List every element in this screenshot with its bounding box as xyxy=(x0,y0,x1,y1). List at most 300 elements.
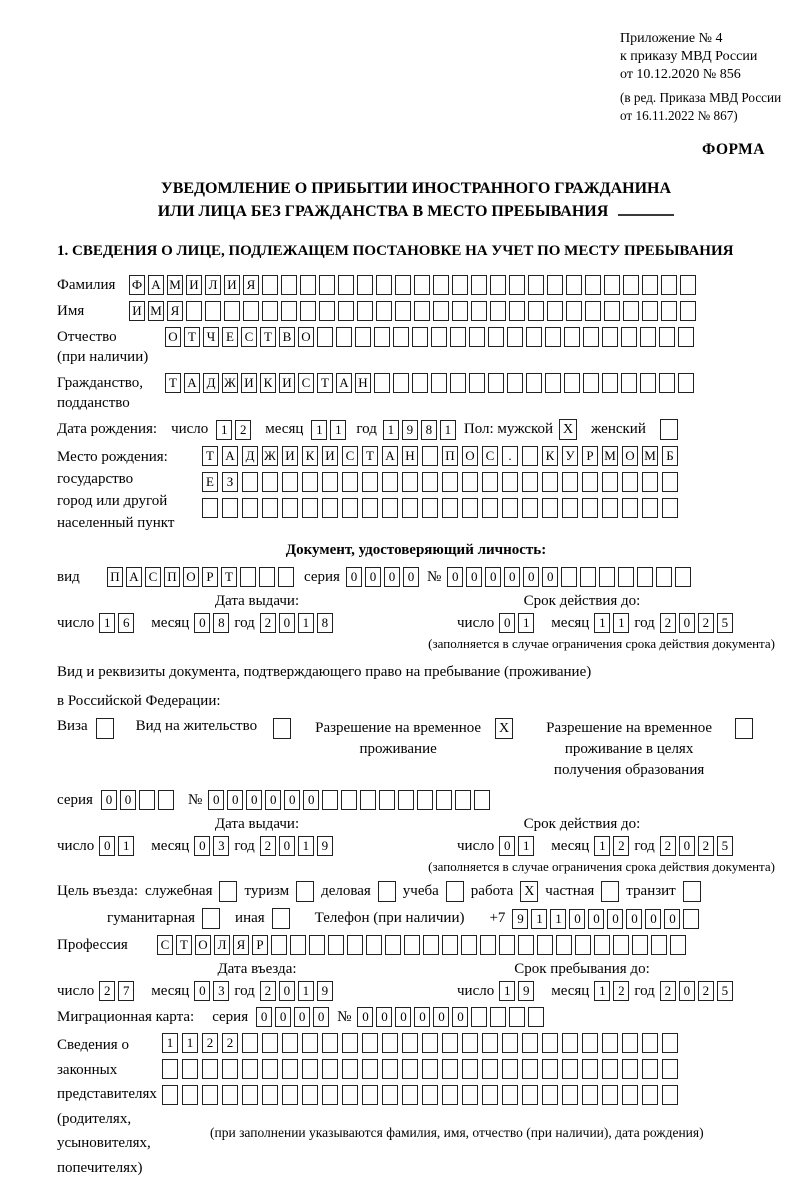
doc-series-cell[interactable]: 0 xyxy=(346,567,362,587)
migration-series-cell[interactable]: 0 xyxy=(275,1007,291,1027)
birth-month-cell[interactable]: 1 xyxy=(311,420,327,440)
birth-place-row2-cell[interactable] xyxy=(442,472,458,492)
stay-month-cell[interactable]: 2 xyxy=(613,981,629,1001)
citizenship-cell[interactable] xyxy=(583,373,599,393)
legal-rep-row1-cell[interactable] xyxy=(482,1033,498,1053)
legal-rep-row3-cell[interactable] xyxy=(562,1085,578,1105)
birth-place-row2-cell[interactable] xyxy=(242,472,258,492)
birth-place-row1-cell[interactable]: . xyxy=(502,446,518,466)
permit-number-cell[interactable] xyxy=(398,790,414,810)
legal-rep-row3-cell[interactable] xyxy=(462,1085,478,1105)
given-name-cell[interactable] xyxy=(623,301,639,321)
patronymic-cell[interactable] xyxy=(678,327,694,347)
legal-rep-row1-cell[interactable] xyxy=(402,1033,418,1053)
citizenship-cell[interactable] xyxy=(469,373,485,393)
legal-rep-row3-cell[interactable] xyxy=(302,1085,318,1105)
birth-place-row2-cell[interactable]: Е xyxy=(202,472,218,492)
patronymic-cell[interactable]: Т xyxy=(184,327,200,347)
legal-rep-row1-cell[interactable] xyxy=(582,1033,598,1053)
birth-place-row1-cell[interactable]: М xyxy=(642,446,658,466)
profession-cell[interactable]: Р xyxy=(252,935,268,955)
migration-number-cell[interactable] xyxy=(471,1007,487,1027)
permit-series-cell[interactable]: 0 xyxy=(101,790,117,810)
birth-place-row3-cell[interactable] xyxy=(322,498,338,518)
given-name-cell[interactable] xyxy=(414,301,430,321)
permit-issue-year-cell[interactable]: 2 xyxy=(260,836,276,856)
legal-rep-row1-cell[interactable] xyxy=(302,1033,318,1053)
doc-kind-cell[interactable] xyxy=(240,567,256,587)
legal-rep-row3-cell[interactable] xyxy=(442,1085,458,1105)
permit-valid-day-cell[interactable]: 0 xyxy=(499,836,515,856)
legal-rep-row2-cell[interactable] xyxy=(162,1059,178,1079)
patronymic-cell[interactable] xyxy=(374,327,390,347)
permit-issue-year-cell[interactable]: 0 xyxy=(279,836,295,856)
citizenship-cell[interactable] xyxy=(526,373,542,393)
birth-year-cell[interactable]: 1 xyxy=(440,420,456,440)
doc-series-cell[interactable]: 0 xyxy=(384,567,400,587)
surname-cell[interactable] xyxy=(471,275,487,295)
birth-place-row3-cell[interactable] xyxy=(622,498,638,518)
birth-place-row2-cell[interactable] xyxy=(402,472,418,492)
permit-issue-month-cell[interactable]: 3 xyxy=(213,836,229,856)
doc-number-cell[interactable] xyxy=(580,567,596,587)
permit-issue-year-cell[interactable]: 9 xyxy=(317,836,333,856)
surname-cell[interactable] xyxy=(376,275,392,295)
stay-year-cell[interactable]: 2 xyxy=(698,981,714,1001)
birth-place-row3-cell[interactable] xyxy=(522,498,538,518)
profession-cell[interactable] xyxy=(537,935,553,955)
legal-rep-row1-cell[interactable]: 1 xyxy=(162,1033,178,1053)
doc-series-cell[interactable]: 0 xyxy=(365,567,381,587)
birth-place-row2-cell[interactable] xyxy=(622,472,638,492)
legal-rep-row2-cell[interactable] xyxy=(622,1059,638,1079)
migration-number-cell[interactable] xyxy=(490,1007,506,1027)
issue-year-cell[interactable]: 1 xyxy=(298,613,314,633)
legal-rep-row1-cell[interactable] xyxy=(622,1033,638,1053)
citizenship-cell[interactable]: Т xyxy=(165,373,181,393)
surname-cell[interactable] xyxy=(300,275,316,295)
legal-rep-row3-cell[interactable] xyxy=(162,1085,178,1105)
patronymic-cell[interactable] xyxy=(469,327,485,347)
given-name-cell[interactable] xyxy=(528,301,544,321)
birth-place-row2-cell[interactable] xyxy=(502,472,518,492)
birth-place-row3-cell[interactable] xyxy=(282,498,298,518)
entry-day-cell[interactable]: 7 xyxy=(118,981,134,1001)
profession-cell[interactable] xyxy=(404,935,420,955)
profession-cell[interactable] xyxy=(518,935,534,955)
birth-place-row3-cell[interactable] xyxy=(602,498,618,518)
purpose-humanitarian-checkbox-cell[interactable] xyxy=(202,908,220,929)
given-name-cell[interactable] xyxy=(680,301,696,321)
birth-place-row1-cell[interactable]: А xyxy=(222,446,238,466)
birth-place-row3-cell[interactable] xyxy=(442,498,458,518)
surname-cell[interactable] xyxy=(433,275,449,295)
patronymic-cell[interactable]: О xyxy=(298,327,314,347)
issue-day-cell[interactable]: 6 xyxy=(118,613,134,633)
legal-rep-row2-cell[interactable] xyxy=(462,1059,478,1079)
permit-number-cell[interactable]: 0 xyxy=(284,790,300,810)
birth-place-row3-cell[interactable] xyxy=(482,498,498,518)
birth-place-row1-cell[interactable]: О xyxy=(462,446,478,466)
stay-day-cell[interactable]: 1 xyxy=(499,981,515,1001)
legal-rep-row1-cell[interactable] xyxy=(262,1033,278,1053)
given-name-cell[interactable] xyxy=(433,301,449,321)
permit-number-cell[interactable] xyxy=(379,790,395,810)
doc-kind-cell[interactable] xyxy=(278,567,294,587)
stay-day-cell[interactable]: 9 xyxy=(518,981,534,1001)
doc-number-cell[interactable] xyxy=(637,567,653,587)
legal-rep-row3-cell[interactable] xyxy=(342,1085,358,1105)
citizenship-cell[interactable] xyxy=(431,373,447,393)
migration-number-cell[interactable] xyxy=(528,1007,544,1027)
legal-rep-row2-cell[interactable] xyxy=(442,1059,458,1079)
birth-place-row2-cell[interactable] xyxy=(262,472,278,492)
patronymic-cell[interactable] xyxy=(602,327,618,347)
profession-cell[interactable] xyxy=(499,935,515,955)
permit-number-cell[interactable]: 0 xyxy=(265,790,281,810)
birth-place-row2-cell[interactable] xyxy=(662,472,678,492)
surname-cell[interactable] xyxy=(452,275,468,295)
issue-year-cell[interactable]: 2 xyxy=(260,613,276,633)
patronymic-cell[interactable]: Е xyxy=(222,327,238,347)
patronymic-cell[interactable] xyxy=(355,327,371,347)
given-name-cell[interactable] xyxy=(300,301,316,321)
profession-cell[interactable] xyxy=(271,935,287,955)
citizenship-cell[interactable] xyxy=(450,373,466,393)
legal-rep-row1-cell[interactable] xyxy=(382,1033,398,1053)
phone-cell[interactable]: 0 xyxy=(645,909,661,929)
citizenship-cell[interactable] xyxy=(488,373,504,393)
birth-place-row1-cell[interactable]: Д xyxy=(242,446,258,466)
profession-cell[interactable] xyxy=(309,935,325,955)
profession-cell[interactable] xyxy=(556,935,572,955)
doc-kind-cell[interactable]: П xyxy=(164,567,180,587)
patronymic-cell[interactable] xyxy=(450,327,466,347)
doc-series-cell[interactable]: 0 xyxy=(403,567,419,587)
legal-rep-row3-cell[interactable] xyxy=(422,1085,438,1105)
legal-rep-row3-cell[interactable] xyxy=(502,1085,518,1105)
legal-rep-row3-cell[interactable] xyxy=(402,1085,418,1105)
surname-cell[interactable]: Ф xyxy=(129,275,145,295)
legal-rep-row1-cell[interactable] xyxy=(542,1033,558,1053)
legal-rep-row2-cell[interactable] xyxy=(522,1059,538,1079)
patronymic-cell[interactable] xyxy=(393,327,409,347)
given-name-cell[interactable] xyxy=(243,301,259,321)
given-name-cell[interactable]: И xyxy=(129,301,145,321)
birth-place-row3-cell[interactable] xyxy=(202,498,218,518)
legal-rep-row2-cell[interactable] xyxy=(642,1059,658,1079)
surname-cell[interactable] xyxy=(547,275,563,295)
permit-valid-month-cell[interactable]: 1 xyxy=(594,836,610,856)
profession-cell[interactable] xyxy=(461,935,477,955)
entry-month-cell[interactable]: 3 xyxy=(213,981,229,1001)
citizenship-cell[interactable]: И xyxy=(241,373,257,393)
migration-number-cell[interactable]: 0 xyxy=(357,1007,373,1027)
citizenship-cell[interactable]: Ж xyxy=(222,373,238,393)
legal-rep-row2-cell[interactable] xyxy=(482,1059,498,1079)
birth-place-row1-cell[interactable]: Т xyxy=(362,446,378,466)
legal-rep-row3-cell[interactable] xyxy=(522,1085,538,1105)
surname-cell[interactable]: А xyxy=(148,275,164,295)
migration-number-cell[interactable]: 0 xyxy=(433,1007,449,1027)
purpose-study-checkbox-cell[interactable] xyxy=(446,881,464,902)
given-name-cell[interactable] xyxy=(490,301,506,321)
surname-cell[interactable] xyxy=(509,275,525,295)
valid-month-cell[interactable]: 1 xyxy=(613,613,629,633)
birth-place-row1-cell[interactable]: Ж xyxy=(262,446,278,466)
permit-number-cell[interactable] xyxy=(341,790,357,810)
citizenship-cell[interactable] xyxy=(564,373,580,393)
patronymic-cell[interactable] xyxy=(507,327,523,347)
birth-place-row2-cell[interactable] xyxy=(342,472,358,492)
profession-cell[interactable] xyxy=(423,935,439,955)
legal-rep-row2-cell[interactable] xyxy=(222,1059,238,1079)
edu-permit-checkbox-cell[interactable] xyxy=(735,718,753,739)
permit-number-cell[interactable] xyxy=(455,790,471,810)
birth-place-row3-cell[interactable] xyxy=(342,498,358,518)
phone-cell[interactable]: 0 xyxy=(569,909,585,929)
legal-rep-row3-cell[interactable] xyxy=(582,1085,598,1105)
migration-number-cell[interactable]: 0 xyxy=(376,1007,392,1027)
purpose-other-checkbox-cell[interactable] xyxy=(272,908,290,929)
birth-place-row1-cell[interactable]: А xyxy=(382,446,398,466)
legal-rep-row2-cell[interactable] xyxy=(342,1059,358,1079)
patronymic-cell[interactable] xyxy=(621,327,637,347)
legal-rep-row1-cell[interactable]: 2 xyxy=(222,1033,238,1053)
valid-month-cell[interactable]: 1 xyxy=(594,613,610,633)
birth-place-row3-cell[interactable] xyxy=(302,498,318,518)
phone-cell[interactable]: 0 xyxy=(626,909,642,929)
purpose-official-checkbox-cell[interactable] xyxy=(219,881,237,902)
citizenship-cell[interactable] xyxy=(412,373,428,393)
profession-cell[interactable] xyxy=(651,935,667,955)
permit-series-cell[interactable] xyxy=(158,790,174,810)
citizenship-cell[interactable]: Д xyxy=(203,373,219,393)
residence-permit-checkbox-cell[interactable] xyxy=(273,718,291,739)
legal-rep-row3-cell[interactable] xyxy=(262,1085,278,1105)
birth-place-row2-cell[interactable] xyxy=(602,472,618,492)
surname-cell[interactable] xyxy=(395,275,411,295)
purpose-business-checkbox-cell[interactable] xyxy=(378,881,396,902)
surname-cell[interactable] xyxy=(623,275,639,295)
patronymic-cell[interactable]: Т xyxy=(260,327,276,347)
valid-year-cell[interactable]: 0 xyxy=(679,613,695,633)
birth-place-row3-cell[interactable] xyxy=(662,498,678,518)
doc-number-cell[interactable] xyxy=(675,567,691,587)
birth-place-row2-cell[interactable] xyxy=(322,472,338,492)
permit-issue-month-cell[interactable]: 0 xyxy=(194,836,210,856)
doc-number-cell[interactable] xyxy=(599,567,615,587)
surname-cell[interactable] xyxy=(490,275,506,295)
temp-permit-checkbox-cell[interactable]: X xyxy=(495,718,513,739)
birth-place-row3-cell[interactable] xyxy=(262,498,278,518)
patronymic-cell[interactable] xyxy=(336,327,352,347)
legal-rep-row1-cell[interactable] xyxy=(242,1033,258,1053)
migration-series-cell[interactable]: 0 xyxy=(256,1007,272,1027)
birth-place-row1-cell[interactable]: К xyxy=(542,446,558,466)
doc-number-cell[interactable]: 0 xyxy=(542,567,558,587)
issue-day-cell[interactable]: 1 xyxy=(99,613,115,633)
birth-place-row2-cell[interactable]: З xyxy=(222,472,238,492)
citizenship-cell[interactable] xyxy=(678,373,694,393)
legal-rep-row3-cell[interactable] xyxy=(242,1085,258,1105)
legal-rep-row1-cell[interactable] xyxy=(422,1033,438,1053)
profession-cell[interactable] xyxy=(328,935,344,955)
doc-kind-cell[interactable]: А xyxy=(126,567,142,587)
birth-place-row2-cell[interactable] xyxy=(522,472,538,492)
patronymic-cell[interactable] xyxy=(659,327,675,347)
legal-rep-row1-cell[interactable] xyxy=(282,1033,298,1053)
permit-valid-year-cell[interactable]: 2 xyxy=(660,836,676,856)
permit-number-cell[interactable] xyxy=(360,790,376,810)
permit-number-cell[interactable]: 0 xyxy=(227,790,243,810)
birth-place-row3-cell[interactable] xyxy=(542,498,558,518)
patronymic-cell[interactable]: О xyxy=(165,327,181,347)
stay-year-cell[interactable]: 2 xyxy=(660,981,676,1001)
given-name-cell[interactable] xyxy=(547,301,563,321)
legal-rep-row2-cell[interactable] xyxy=(422,1059,438,1079)
birth-year-cell[interactable]: 8 xyxy=(421,420,437,440)
legal-rep-row3-cell[interactable] xyxy=(322,1085,338,1105)
doc-number-cell[interactable] xyxy=(561,567,577,587)
legal-rep-row2-cell[interactable] xyxy=(322,1059,338,1079)
valid-year-cell[interactable]: 2 xyxy=(698,613,714,633)
profession-cell[interactable] xyxy=(366,935,382,955)
birth-year-cell[interactable]: 1 xyxy=(383,420,399,440)
surname-cell[interactable]: Л xyxy=(205,275,221,295)
permit-valid-year-cell[interactable]: 0 xyxy=(679,836,695,856)
doc-number-cell[interactable]: 0 xyxy=(485,567,501,587)
given-name-cell[interactable] xyxy=(319,301,335,321)
surname-cell[interactable] xyxy=(528,275,544,295)
surname-cell[interactable] xyxy=(585,275,601,295)
legal-rep-row2-cell[interactable] xyxy=(282,1059,298,1079)
legal-rep-row1-cell[interactable] xyxy=(442,1033,458,1053)
legal-rep-row2-cell[interactable] xyxy=(542,1059,558,1079)
doc-number-cell[interactable]: 0 xyxy=(466,567,482,587)
permit-issue-day-cell[interactable]: 0 xyxy=(99,836,115,856)
citizenship-cell[interactable] xyxy=(640,373,656,393)
patronymic-cell[interactable]: С xyxy=(241,327,257,347)
birth-place-row2-cell[interactable] xyxy=(642,472,658,492)
birth-place-row1-cell[interactable]: И xyxy=(322,446,338,466)
legal-rep-row2-cell[interactable] xyxy=(602,1059,618,1079)
valid-day-cell[interactable]: 1 xyxy=(518,613,534,633)
permit-number-cell[interactable] xyxy=(322,790,338,810)
given-name-cell[interactable] xyxy=(376,301,392,321)
valid-year-cell[interactable]: 5 xyxy=(717,613,733,633)
legal-rep-row1-cell[interactable]: 2 xyxy=(202,1033,218,1053)
issue-month-cell[interactable]: 0 xyxy=(194,613,210,633)
profession-cell[interactable] xyxy=(613,935,629,955)
surname-cell[interactable] xyxy=(604,275,620,295)
migration-number-cell[interactable]: 0 xyxy=(395,1007,411,1027)
birth-place-row3-cell[interactable] xyxy=(422,498,438,518)
valid-year-cell[interactable]: 2 xyxy=(660,613,676,633)
doc-kind-cell[interactable]: П xyxy=(107,567,123,587)
phone-cell[interactable]: 0 xyxy=(588,909,604,929)
legal-rep-row1-cell[interactable] xyxy=(642,1033,658,1053)
permit-series-cell[interactable] xyxy=(139,790,155,810)
profession-cell[interactable] xyxy=(290,935,306,955)
profession-cell[interactable] xyxy=(347,935,363,955)
legal-rep-row2-cell[interactable] xyxy=(662,1059,678,1079)
doc-kind-cell[interactable]: Р xyxy=(202,567,218,587)
entry-month-cell[interactable]: 0 xyxy=(194,981,210,1001)
citizenship-cell[interactable] xyxy=(393,373,409,393)
permit-number-cell[interactable] xyxy=(436,790,452,810)
birth-place-row2-cell[interactable] xyxy=(542,472,558,492)
doc-kind-cell[interactable]: С xyxy=(145,567,161,587)
given-name-cell[interactable] xyxy=(338,301,354,321)
birth-place-row1-cell[interactable] xyxy=(422,446,438,466)
permit-valid-month-cell[interactable]: 2 xyxy=(613,836,629,856)
birth-place-row3-cell[interactable] xyxy=(242,498,258,518)
citizenship-cell[interactable]: Н xyxy=(355,373,371,393)
legal-rep-row1-cell[interactable] xyxy=(602,1033,618,1053)
profession-cell[interactable]: Л xyxy=(214,935,230,955)
profession-cell[interactable] xyxy=(385,935,401,955)
birth-place-row2-cell[interactable] xyxy=(482,472,498,492)
migration-number-cell[interactable]: 0 xyxy=(452,1007,468,1027)
permit-number-cell[interactable]: 0 xyxy=(246,790,262,810)
citizenship-cell[interactable] xyxy=(602,373,618,393)
birth-place-row1-cell[interactable]: М xyxy=(602,446,618,466)
permit-valid-year-cell[interactable]: 2 xyxy=(698,836,714,856)
birth-place-row1-cell[interactable]: О xyxy=(622,446,638,466)
legal-rep-row3-cell[interactable] xyxy=(602,1085,618,1105)
citizenship-cell[interactable]: С xyxy=(298,373,314,393)
legal-rep-row2-cell[interactable] xyxy=(182,1059,198,1079)
visa-checkbox-cell[interactable] xyxy=(96,718,114,739)
given-name-cell[interactable] xyxy=(186,301,202,321)
migration-number-cell[interactable]: 0 xyxy=(414,1007,430,1027)
patronymic-cell[interactable] xyxy=(488,327,504,347)
given-name-cell[interactable] xyxy=(262,301,278,321)
profession-cell[interactable]: Т xyxy=(176,935,192,955)
legal-rep-row2-cell[interactable] xyxy=(242,1059,258,1079)
migration-series-cell[interactable]: 0 xyxy=(294,1007,310,1027)
legal-rep-row3-cell[interactable] xyxy=(482,1085,498,1105)
birth-place-row1-cell[interactable]: У xyxy=(562,446,578,466)
doc-number-cell[interactable] xyxy=(618,567,634,587)
birth-place-row1-cell[interactable]: Н xyxy=(402,446,418,466)
legal-rep-row2-cell[interactable] xyxy=(582,1059,598,1079)
surname-cell[interactable] xyxy=(642,275,658,295)
legal-rep-row1-cell[interactable] xyxy=(662,1033,678,1053)
entry-year-cell[interactable]: 9 xyxy=(317,981,333,1001)
legal-rep-row1-cell[interactable] xyxy=(562,1033,578,1053)
birth-place-row3-cell[interactable] xyxy=(502,498,518,518)
birth-place-row1-cell[interactable]: П xyxy=(442,446,458,466)
permit-number-cell[interactable] xyxy=(417,790,433,810)
surname-cell[interactable] xyxy=(414,275,430,295)
patronymic-cell[interactable] xyxy=(412,327,428,347)
entry-year-cell[interactable]: 0 xyxy=(279,981,295,1001)
profession-cell[interactable] xyxy=(575,935,591,955)
doc-kind-cell[interactable]: Т xyxy=(221,567,237,587)
surname-cell[interactable] xyxy=(566,275,582,295)
surname-cell[interactable]: И xyxy=(224,275,240,295)
legal-rep-row3-cell[interactable] xyxy=(222,1085,238,1105)
legal-rep-row1-cell[interactable] xyxy=(342,1033,358,1053)
phone-cell[interactable]: 0 xyxy=(607,909,623,929)
citizenship-cell[interactable] xyxy=(659,373,675,393)
profession-cell[interactable] xyxy=(632,935,648,955)
given-name-cell[interactable] xyxy=(205,301,221,321)
patronymic-cell[interactable] xyxy=(564,327,580,347)
issue-year-cell[interactable]: 0 xyxy=(279,613,295,633)
